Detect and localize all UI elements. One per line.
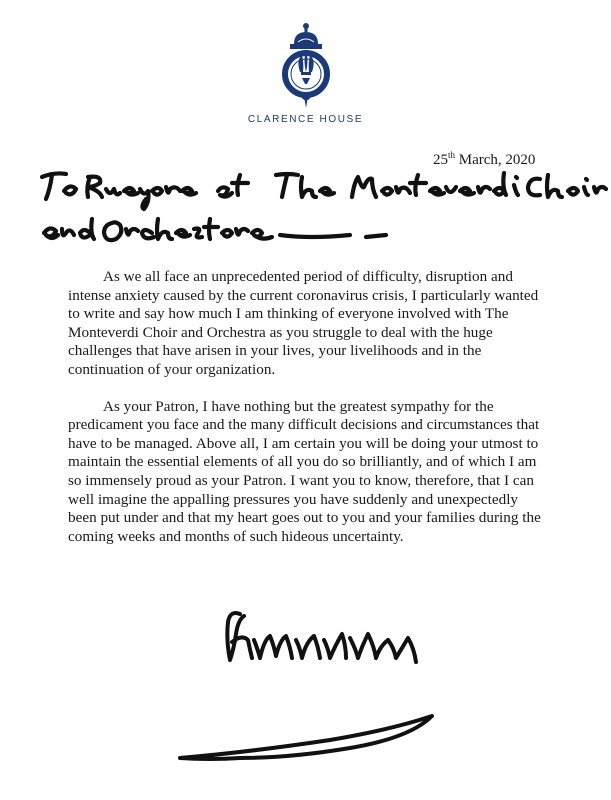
handwritten-signature [170, 600, 450, 775]
paragraph-2: As your Patron, I have nothing but the greatest sympathy for the predicament you face and the many difficult decisions and circumstances that have to be managed. Above all, I am certain you will be doing your utmost to maintain the essential elements of all you do so brilliantly, and of which I am so immensely proud as your Patron. I want you to know, therefore, that I can well imagine the appalling pressures you have suddenly and unexpectedly been put under and that my heart goes out to you and your families during the coming weeks and months of such hideous uncertainty. [68, 397, 541, 545]
date-rest: March, 2020 [455, 152, 536, 168]
date-day: 25 [433, 152, 448, 168]
prince-of-wales-crest-icon [276, 22, 336, 110]
letterhead-title: CLARENCE HOUSE [247, 114, 364, 125]
handwritten-salutation [40, 163, 610, 253]
letter-body [68, 268, 543, 564]
date-suffix: th [448, 150, 456, 160]
paragraph-1: As we all face an unprecedented period of difficulty, disruption and intense anxiety caused by the current coronavirus crisis, I particularly wanted to write and say how much I am thinking of everyone involved with The Monteverdi Choir and Orchestra as you struggle to deal with the huge challenges that have arisen in your lives, your livelihoods and in the continuation of your organization. [68, 268, 539, 378]
